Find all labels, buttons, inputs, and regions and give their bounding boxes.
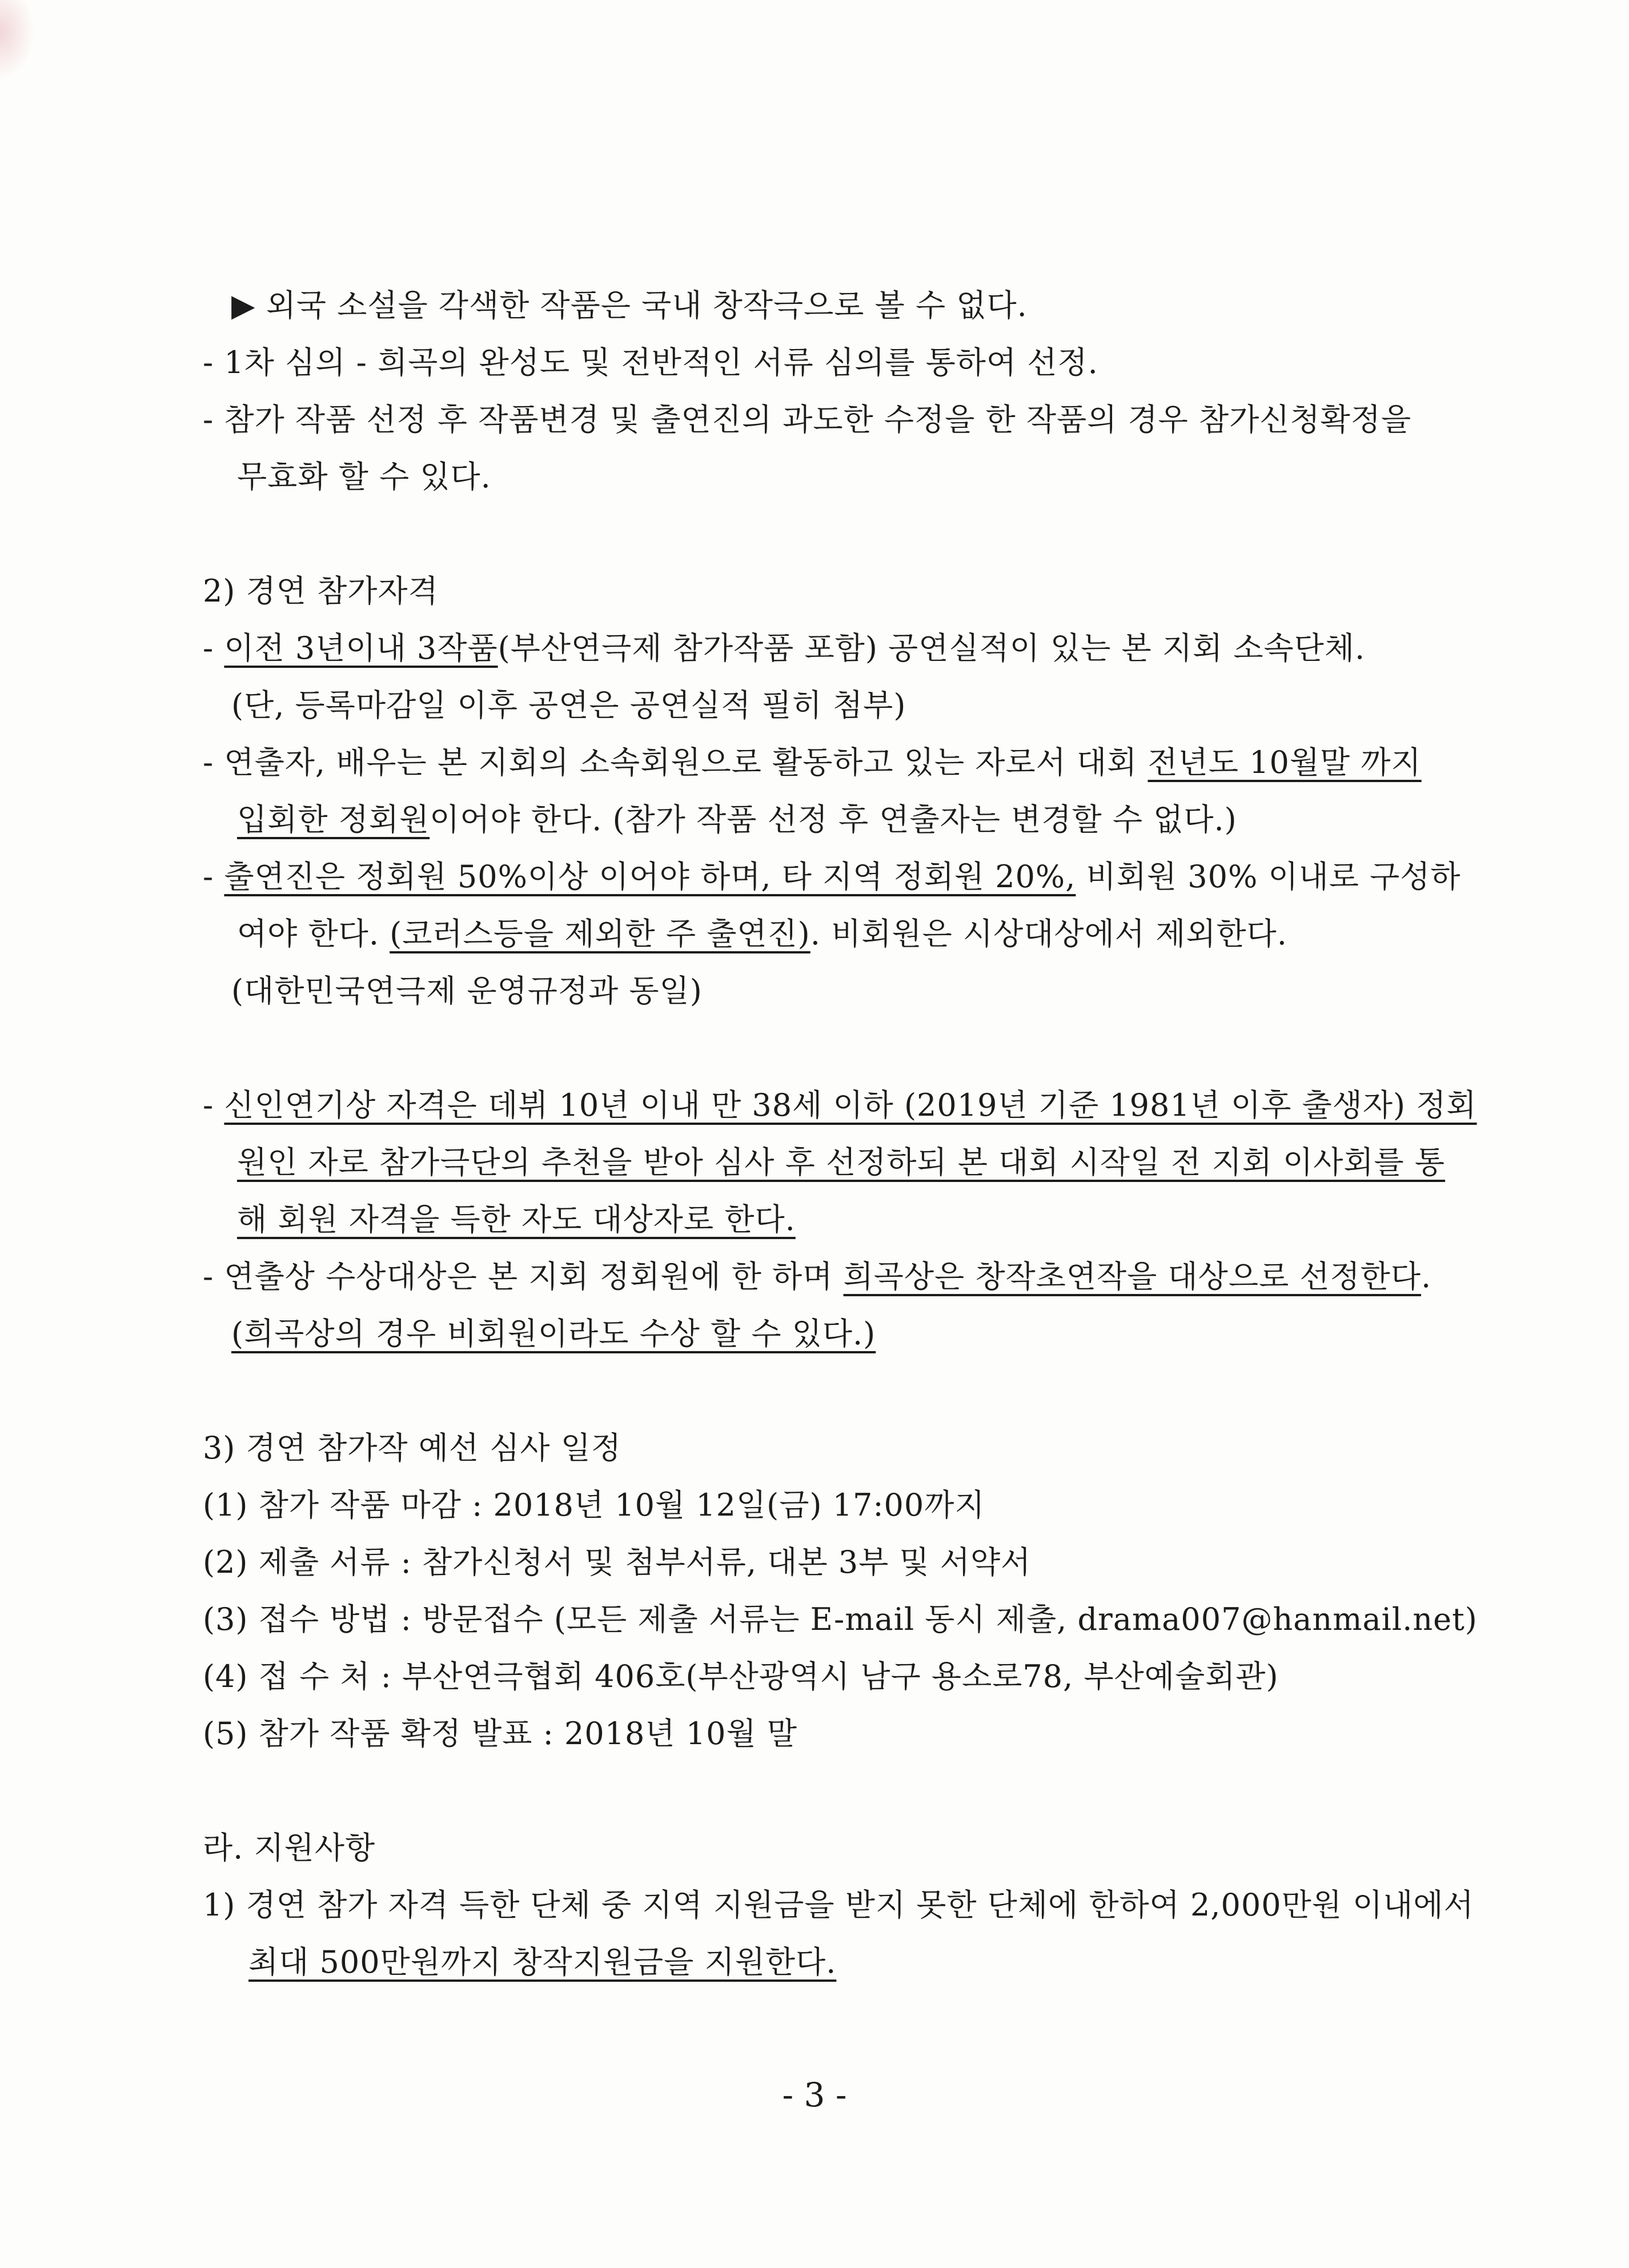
eligibility-item-4-cont2 xyxy=(237,1200,796,1240)
underlined-text: (코러스등을 제외한 주 출연진) xyxy=(390,916,811,952)
underlined-text: 해 회원 자격을 득한 자도 대상자로 한다. xyxy=(237,1201,796,1237)
eligibility-item-3-cont xyxy=(237,914,1287,954)
underlined-text: 신인연기상 자격은 데뷔 10년 이내 만 38세 이하 (2019년 기준 1981년 이후 출생자) 정회 xyxy=(224,1087,1477,1123)
eligibility-item-4 xyxy=(203,1085,1477,1125)
scan-smudge xyxy=(0,0,34,80)
section-heading-support: 라. 지원사항 xyxy=(203,1830,376,1866)
text-line-first-review: - 1차 심의 - 희곡의 완성도 및 전반적인 서류 심의를 통하여 선정. xyxy=(203,344,1098,380)
underlined-text: 이전 3년이내 3작품 xyxy=(224,630,498,666)
eligibility-item-2-cont xyxy=(237,800,1237,840)
eligibility-note-1: (단, 등록마감일 이후 공연은 공연실적 필히 첨부) xyxy=(231,687,906,723)
item-dash: - xyxy=(203,630,224,666)
text-line-change-rule-cont: 무효화 할 수 있다. xyxy=(237,459,491,495)
eligibility-item-2 xyxy=(203,743,1422,783)
item-text: - 연출자, 배우는 본 지회의 소속회원으로 활동하고 있는 자로서 대회 xyxy=(203,744,1148,780)
underlined-text: (희곡상의 경우 비회원이라도 수상 할 수 있다.) xyxy=(231,1316,876,1352)
eligibility-note-3: (대한민국연극제 운영규정과 동일) xyxy=(231,973,703,1009)
item-dash: - xyxy=(203,1087,224,1123)
underlined-text: 전년도 10월말 까지 xyxy=(1147,744,1422,780)
item-text: 여야 한다. xyxy=(237,916,390,952)
schedule-item: (3) 접수 방법 : 방문접수 (모든 제출 서류는 E-mail 동시 제출, drama007@hanmail.net) xyxy=(203,1601,1478,1637)
eligibility-item-1 xyxy=(203,628,1365,668)
schedule-item: (2) 제출 서류 : 참가신청서 및 첨부서류, 대본 3부 및 서약서 xyxy=(203,1544,1032,1580)
schedule-item: (1) 참가 작품 마감 : 2018년 10월 12일(금) 17:00까지 xyxy=(203,1487,985,1523)
underlined-text: 원인 자로 참가극단의 추천을 받아 심사 후 선정하되 본 대회 시작일 전 지회 이사회를 통 xyxy=(237,1144,1446,1180)
eligibility-item-3 xyxy=(203,857,1461,897)
schedule-item: (5) 참가 작품 확정 발표 : 2018년 10월 말 xyxy=(203,1716,797,1752)
item-text: 이어야 한다. (참가 작품 선정 후 연출자는 변경할 수 없다.) xyxy=(430,802,1237,838)
eligibility-item-5 xyxy=(203,1257,1431,1297)
section-heading-schedule: 3) 경연 참가작 예선 심사 일정 xyxy=(203,1430,622,1466)
item-dash: - xyxy=(203,859,224,895)
item-text: 비회원 30% 이내로 구성하 xyxy=(1076,859,1461,895)
text-line-change-rule: - 참가 작품 선정 후 작품변경 및 출연진의 과도한 수정을 한 작품의 경우 참가신청확정을 xyxy=(203,402,1412,438)
support-item-1-cont xyxy=(248,1942,836,1982)
section-heading-eligibility: 2) 경연 참가자격 xyxy=(203,573,439,609)
item-text: . xyxy=(1421,1259,1432,1295)
item-text: (부산연극제 참가작품 포함) 공연실적이 있는 본 지회 소속단체. xyxy=(497,630,1366,666)
underlined-text: 출연진은 정회원 50%이상 이어야 하며, 타 지역 정회원 20%, xyxy=(224,859,1076,895)
page-number: - 3 - xyxy=(782,2075,847,2114)
underlined-text: 희곡상은 창작초연작을 대상으로 선정한다 xyxy=(843,1259,1421,1295)
underlined-text: 입회한 정회원 xyxy=(237,802,430,838)
schedule-item: (4) 접 수 처 : 부산연극협회 406호(부산광역시 남구 용소로78, 부산예술회관) xyxy=(203,1658,1279,1694)
text-line-adapted-novel: ▶ 외국 소설을 각색한 작품은 국내 창작극으로 볼 수 없다. xyxy=(231,287,1028,323)
eligibility-item-4-cont1 xyxy=(237,1143,1445,1183)
item-text: - 연출상 수상대상은 본 지회 정회원에 한 하며 xyxy=(203,1259,844,1295)
underlined-text: 최대 500만원까지 창작지원금을 지원한다. xyxy=(248,1944,837,1980)
support-item-1: 1) 경연 참가 자격 득한 단체 중 지역 지원금을 받지 못한 단체에 한하여 2,000만원 이내에서 xyxy=(203,1887,1474,1923)
item-text: . 비회원은 시상대상에서 제외한다. xyxy=(810,916,1287,952)
eligibility-item-5-note xyxy=(231,1314,876,1354)
